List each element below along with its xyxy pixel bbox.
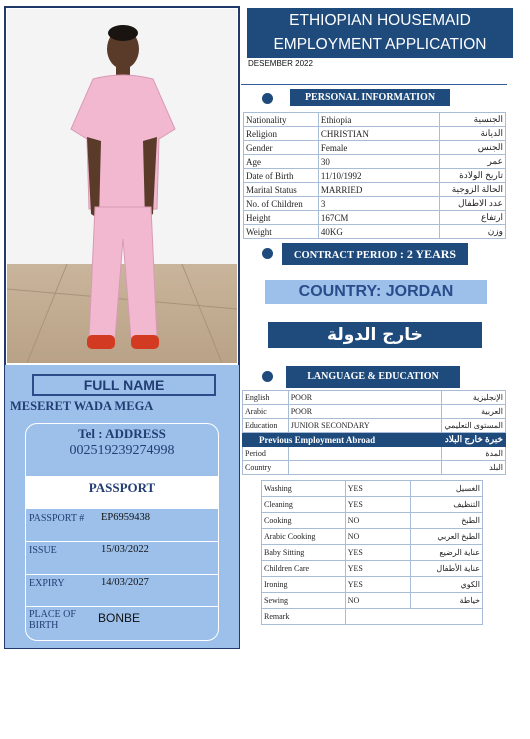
row-value: 40KG	[318, 225, 439, 239]
row-arabic: الإنجليزية	[442, 391, 506, 405]
bullet-icon	[262, 371, 273, 382]
tel-value: 002519239274998	[69, 443, 175, 458]
row-value	[288, 461, 442, 475]
title-line-1: ETHIOPIAN HOUSEMAID	[289, 12, 471, 29]
table-row	[262, 497, 483, 513]
row-value: 3	[318, 197, 439, 211]
skill-arabic: الطبخ	[411, 513, 483, 529]
row-arabic: المستوى التعليمي	[442, 419, 506, 433]
passport-issue-value: 15/03/2022	[101, 544, 149, 555]
row-arabic: العربية	[442, 405, 506, 419]
table-row	[262, 529, 483, 545]
country-value: JORDAN	[385, 283, 454, 300]
candidate-photo	[7, 9, 237, 363]
skill-value: YES	[345, 497, 411, 513]
table-row	[243, 447, 506, 461]
row-arabic: الديانة	[440, 127, 506, 141]
table-row	[244, 197, 506, 211]
table-row	[262, 593, 483, 609]
full-name-value: MESERET WADA MEGA	[10, 399, 154, 413]
skill-arabic: الغسيل	[411, 481, 483, 497]
skill-arabic: التنظيف	[411, 497, 483, 513]
skill-arabic: الكوي	[411, 577, 483, 593]
previous-employment-heading: Previous Employment Abroad	[243, 433, 442, 447]
row-value: MARRIED	[318, 183, 439, 197]
table-row	[243, 461, 506, 475]
skill-value: YES	[345, 577, 411, 593]
skill-label: Children Care	[262, 561, 346, 577]
row-label: Weight	[244, 225, 319, 239]
place-of-birth-value: BONBE	[98, 611, 141, 625]
passport-number-row	[26, 508, 218, 541]
candidate-figure	[7, 9, 237, 363]
skill-arabic: عناية الرضيع	[411, 545, 483, 561]
skill-arabic: خياطة	[411, 593, 483, 609]
skill-label: Cleaning	[262, 497, 346, 513]
skill-value: NO	[345, 593, 411, 609]
bullet-icon	[262, 93, 273, 104]
title-line-2: EMPLOYMENT APPLICATION	[273, 36, 487, 53]
skill-arabic: الطبخ العربي	[411, 529, 483, 545]
country-label: COUNTRY:	[298, 283, 382, 300]
row-arabic: عمر	[440, 155, 506, 169]
previous-employment-heading-arabic: خبرة خارج البلاد	[442, 433, 506, 447]
skill-value: NO	[345, 513, 411, 529]
passport-expiry-value: 14/03/2027	[101, 577, 149, 588]
remark-row	[262, 609, 483, 625]
table-row	[244, 183, 506, 197]
row-label: Period	[243, 447, 289, 461]
place-of-birth-label: PLACE OF BIRTH	[29, 609, 76, 631]
passport-expiry-row	[26, 574, 218, 606]
skill-label: Sewing	[262, 593, 346, 609]
row-value: CHRISTIAN	[318, 127, 439, 141]
row-label: Height	[244, 211, 319, 225]
table-row	[244, 169, 506, 183]
row-label: English	[243, 391, 289, 405]
row-value: JUNIOR SECONDARY	[288, 419, 442, 433]
contract-period-bar	[282, 243, 468, 265]
row-label: Country	[243, 461, 289, 475]
skill-label: Washing	[262, 481, 346, 497]
skill-label: Arabic Cooking	[262, 529, 346, 545]
passport-issue-row	[26, 541, 218, 574]
row-arabic: الجنس	[440, 141, 506, 155]
remark-value	[345, 609, 482, 625]
row-label: Date of Birth	[244, 169, 319, 183]
arabic-country-banner: خارج الدولة	[268, 322, 482, 348]
row-arabic: الحالة الزوجية	[440, 183, 506, 197]
table-row	[262, 481, 483, 497]
table-row	[244, 155, 506, 169]
passport-issue-label: ISSUE	[29, 545, 57, 556]
table-row	[243, 419, 506, 433]
skill-value: NO	[345, 529, 411, 545]
row-label: Nationality	[244, 113, 319, 127]
row-label: Age	[244, 155, 319, 169]
table-row	[243, 405, 506, 419]
skill-value: YES	[345, 545, 411, 561]
table-row	[244, 141, 506, 155]
personal-info-table	[243, 112, 506, 239]
row-label: Religion	[244, 127, 319, 141]
row-value: 11/10/1992	[318, 169, 439, 183]
row-label: No. of Children	[244, 197, 319, 211]
row-value: POOR	[288, 391, 442, 405]
row-arabic: وزن	[440, 225, 506, 239]
row-value: 167CM	[318, 211, 439, 225]
row-label: Arabic	[243, 405, 289, 419]
skill-label: Baby Sitting	[262, 545, 346, 561]
row-arabic: عدد الاطفال	[440, 197, 506, 211]
contract-period-value: : 2 YEARS	[399, 247, 457, 261]
destination-country-bar	[265, 280, 487, 304]
row-value: Female	[318, 141, 439, 155]
skill-label: Ironing	[262, 577, 346, 593]
bullet-icon	[262, 248, 273, 259]
application-date: DESEMBER 2022	[248, 59, 313, 68]
table-row	[262, 577, 483, 593]
passport-expiry-label: EXPIRY	[29, 578, 65, 589]
personal-info-heading: PERSONAL INFORMATION	[290, 89, 450, 106]
table-row	[244, 113, 506, 127]
row-arabic: ارتفاع	[440, 211, 506, 225]
table-row	[262, 545, 483, 561]
previous-employment-heading-row	[243, 433, 506, 447]
table-row	[244, 127, 506, 141]
row-arabic: الجنسية	[440, 113, 506, 127]
passport-number-value: EP6959438	[101, 512, 151, 523]
passport-number-label: PASSPORT #	[29, 513, 85, 524]
tel-address-label: Tel : ADDRESS	[78, 426, 166, 441]
skill-arabic: عناية الأطفال	[411, 561, 483, 577]
place-of-birth-row	[26, 606, 218, 640]
row-arabic: البلد	[442, 461, 506, 475]
contract-period-label: CONTRACT PERIOD	[293, 250, 398, 261]
row-label: Marital Status	[244, 183, 319, 197]
row-value	[288, 447, 442, 461]
table-row	[262, 513, 483, 529]
skill-value: YES	[345, 481, 411, 497]
table-row	[243, 391, 506, 405]
language-education-table	[242, 390, 506, 475]
table-row	[262, 561, 483, 577]
full-name-label: FULL NAME	[32, 374, 216, 396]
passport-heading: PASSPORT	[26, 476, 218, 508]
table-row	[244, 225, 506, 239]
row-arabic: المدة	[442, 447, 506, 461]
application-title	[247, 8, 513, 58]
skills-table	[261, 480, 483, 625]
row-value: POOR	[288, 405, 442, 419]
table-row	[244, 211, 506, 225]
skill-label: Cooking	[262, 513, 346, 529]
row-label: Education	[243, 419, 289, 433]
header-divider	[241, 84, 507, 85]
remark-label: Remark	[262, 609, 346, 625]
skill-value: YES	[345, 561, 411, 577]
row-value: Ethiopia	[318, 113, 439, 127]
row-label: Gender	[244, 141, 319, 155]
row-arabic: تاريخ الولادة	[440, 169, 506, 183]
row-value: 30	[318, 155, 439, 169]
language-education-heading: LANGUAGE & EDUCATION	[286, 366, 460, 388]
